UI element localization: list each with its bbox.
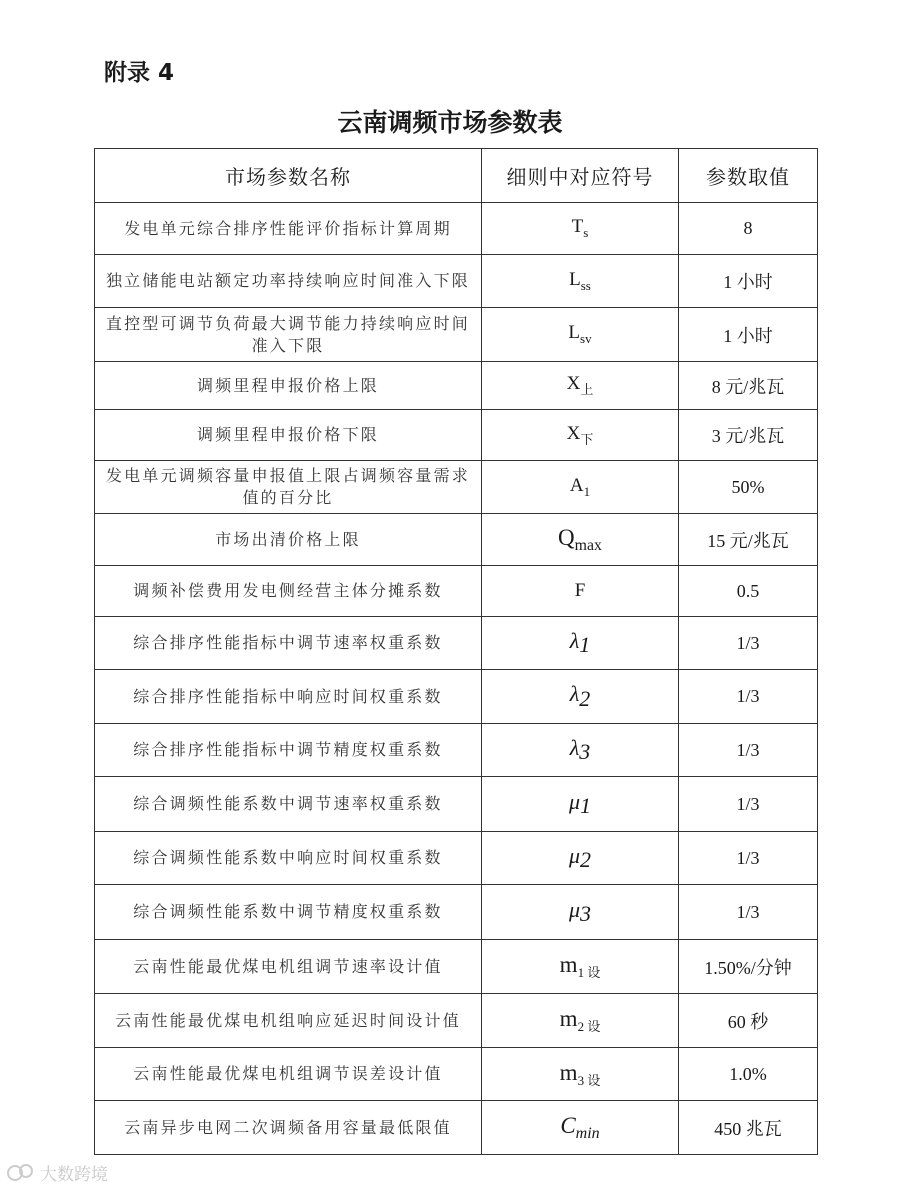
param-symbol bbox=[482, 1101, 679, 1155]
symbol-main: L bbox=[569, 268, 581, 290]
param-name: 发电单元调频容量申报值上限占调频容量需求值的百分比 bbox=[95, 461, 482, 514]
symbol-sub: sv bbox=[580, 330, 592, 346]
param-name: 云南异步电网二次调频备用容量最低限值 bbox=[95, 1101, 482, 1155]
symbol-main: m bbox=[559, 1059, 578, 1085]
column-header-name: 市场参数名称 bbox=[95, 149, 482, 203]
symbol-sub: 3 设 bbox=[577, 1072, 601, 1088]
param-name: 综合调频性能系数中调节速率权重系数 bbox=[95, 777, 482, 832]
table-row bbox=[95, 617, 818, 670]
symbol-sub: 1 bbox=[579, 632, 591, 658]
symbol-main: A bbox=[569, 474, 584, 496]
parameter-table bbox=[94, 148, 818, 1155]
param-symbol bbox=[482, 410, 679, 461]
param-name: 云南性能最优煤电机组调节速率设计值 bbox=[95, 940, 482, 994]
param-name: 综合排序性能指标中调节速率权重系数 bbox=[95, 617, 482, 670]
symbol-sub: 3 bbox=[580, 901, 592, 927]
param-name: 发电单元综合排序性能评价指标计算周期 bbox=[95, 203, 482, 255]
symbol-sub: 2 bbox=[579, 685, 591, 711]
symbol-main: T bbox=[571, 216, 584, 238]
param-symbol bbox=[482, 670, 679, 724]
table-row bbox=[95, 362, 818, 410]
param-name: 调频里程申报价格上限 bbox=[95, 362, 482, 410]
param-symbol bbox=[482, 308, 679, 362]
table-row bbox=[95, 203, 818, 255]
table-title: 云南调频市场参数表 bbox=[337, 108, 563, 137]
param-value: 15 元/兆瓦 bbox=[679, 514, 818, 566]
symbol-main: X bbox=[566, 373, 581, 395]
symbol-sub: 1 bbox=[580, 793, 592, 819]
param-value: 1/3 bbox=[679, 617, 818, 670]
symbol-sub: s bbox=[583, 224, 589, 240]
param-value: 8 元/兆瓦 bbox=[679, 362, 818, 410]
symbol-main: Q bbox=[558, 524, 575, 550]
param-symbol bbox=[482, 832, 679, 885]
param-name: 综合调频性能系数中调节精度权重系数 bbox=[95, 885, 482, 940]
param-symbol bbox=[482, 994, 679, 1048]
param-name: 调频里程申报价格下限 bbox=[95, 410, 482, 461]
param-value: 3 元/兆瓦 bbox=[679, 410, 818, 461]
param-value: 1.50%/分钟 bbox=[679, 940, 818, 994]
column-header-symbol: 细则中对应符号 bbox=[482, 149, 679, 203]
param-value: 0.5 bbox=[679, 566, 818, 617]
table-row bbox=[95, 410, 818, 461]
symbol-sub: max bbox=[574, 536, 602, 554]
param-symbol bbox=[482, 362, 679, 410]
symbol-sub: 1 bbox=[583, 483, 591, 499]
param-name: 市场出清价格上限 bbox=[95, 514, 482, 566]
param-symbol bbox=[482, 885, 679, 940]
symbol-main: L bbox=[568, 322, 581, 344]
symbol-main: λ bbox=[569, 627, 580, 653]
table-row bbox=[95, 308, 818, 362]
param-name: 综合调频性能系数中响应时间权重系数 bbox=[95, 832, 482, 885]
param-name: 独立储能电站额定功率持续响应时间准入下限 bbox=[95, 255, 482, 308]
table-row bbox=[95, 940, 818, 994]
param-value: 1/3 bbox=[679, 777, 818, 832]
table-row bbox=[95, 255, 818, 308]
symbol-sub: 上 bbox=[580, 381, 594, 397]
watermark-text: 大数跨境 bbox=[40, 1165, 108, 1185]
table-row bbox=[95, 461, 818, 514]
table-row bbox=[95, 670, 818, 724]
table-row bbox=[95, 1101, 818, 1155]
param-symbol bbox=[482, 566, 679, 617]
symbol-main: F bbox=[574, 580, 586, 601]
symbol-sub: 1 设 bbox=[577, 964, 601, 980]
table-row bbox=[95, 777, 818, 832]
param-symbol bbox=[482, 203, 679, 255]
symbol-sub: ss bbox=[580, 277, 591, 293]
table-row bbox=[95, 994, 818, 1048]
param-symbol bbox=[482, 724, 679, 777]
param-value: 1/3 bbox=[679, 832, 818, 885]
symbol-sub: 下 bbox=[580, 431, 594, 447]
symbol-sub: 2 设 bbox=[577, 1018, 601, 1034]
appendix-label: 附录 4 bbox=[104, 60, 175, 86]
symbol-main: μ bbox=[568, 788, 581, 814]
chat-logo-icon bbox=[6, 1163, 36, 1183]
param-symbol bbox=[482, 255, 679, 308]
param-symbol bbox=[482, 617, 679, 670]
table-row bbox=[95, 832, 818, 885]
symbol-sub: 3 bbox=[579, 739, 591, 765]
param-value: 1 小时 bbox=[679, 308, 818, 362]
param-name: 调频补偿费用发电侧经营主体分摊系数 bbox=[95, 566, 482, 617]
param-value: 8 bbox=[679, 203, 818, 255]
param-symbol bbox=[482, 514, 679, 566]
table-row bbox=[95, 514, 818, 566]
param-symbol bbox=[482, 777, 679, 832]
symbol-sub: 2 bbox=[580, 847, 592, 873]
param-value: 1/3 bbox=[679, 670, 818, 724]
symbol-main: λ bbox=[569, 681, 580, 707]
symbol-main: m bbox=[559, 1006, 578, 1032]
param-symbol bbox=[482, 940, 679, 994]
symbol-main: λ bbox=[569, 734, 580, 760]
param-name: 综合排序性能指标中响应时间权重系数 bbox=[95, 670, 482, 724]
header-row bbox=[95, 149, 818, 203]
watermark bbox=[6, 1160, 108, 1185]
param-value: 1.0% bbox=[679, 1048, 818, 1101]
symbol-sub: min bbox=[575, 1124, 600, 1142]
param-symbol bbox=[482, 461, 679, 514]
param-value: 60 秒 bbox=[679, 994, 818, 1048]
param-name: 云南性能最优煤电机组响应延迟时间设计值 bbox=[95, 994, 482, 1048]
param-name: 直控型可调节负荷最大调节能力持续响应时间准入下限 bbox=[95, 308, 482, 362]
param-value: 1 小时 bbox=[679, 255, 818, 308]
table-row bbox=[95, 566, 818, 617]
symbol-main: X bbox=[566, 422, 581, 444]
column-header-value: 参数取值 bbox=[679, 149, 818, 203]
symbol-main: C bbox=[560, 1112, 576, 1138]
param-value: 1/3 bbox=[679, 724, 818, 777]
table-row bbox=[95, 885, 818, 940]
symbol-main: m bbox=[559, 952, 578, 978]
table-row bbox=[95, 724, 818, 777]
symbol-main: μ bbox=[568, 842, 581, 868]
param-value: 1/3 bbox=[679, 885, 818, 940]
symbol-main: μ bbox=[568, 896, 581, 922]
param-name: 综合排序性能指标中调节精度权重系数 bbox=[95, 724, 482, 777]
param-value: 50% bbox=[679, 461, 818, 514]
table-row bbox=[95, 1048, 818, 1101]
param-symbol bbox=[482, 1048, 679, 1101]
param-value: 450 兆瓦 bbox=[679, 1101, 818, 1155]
param-name: 云南性能最优煤电机组调节误差设计值 bbox=[95, 1048, 482, 1101]
